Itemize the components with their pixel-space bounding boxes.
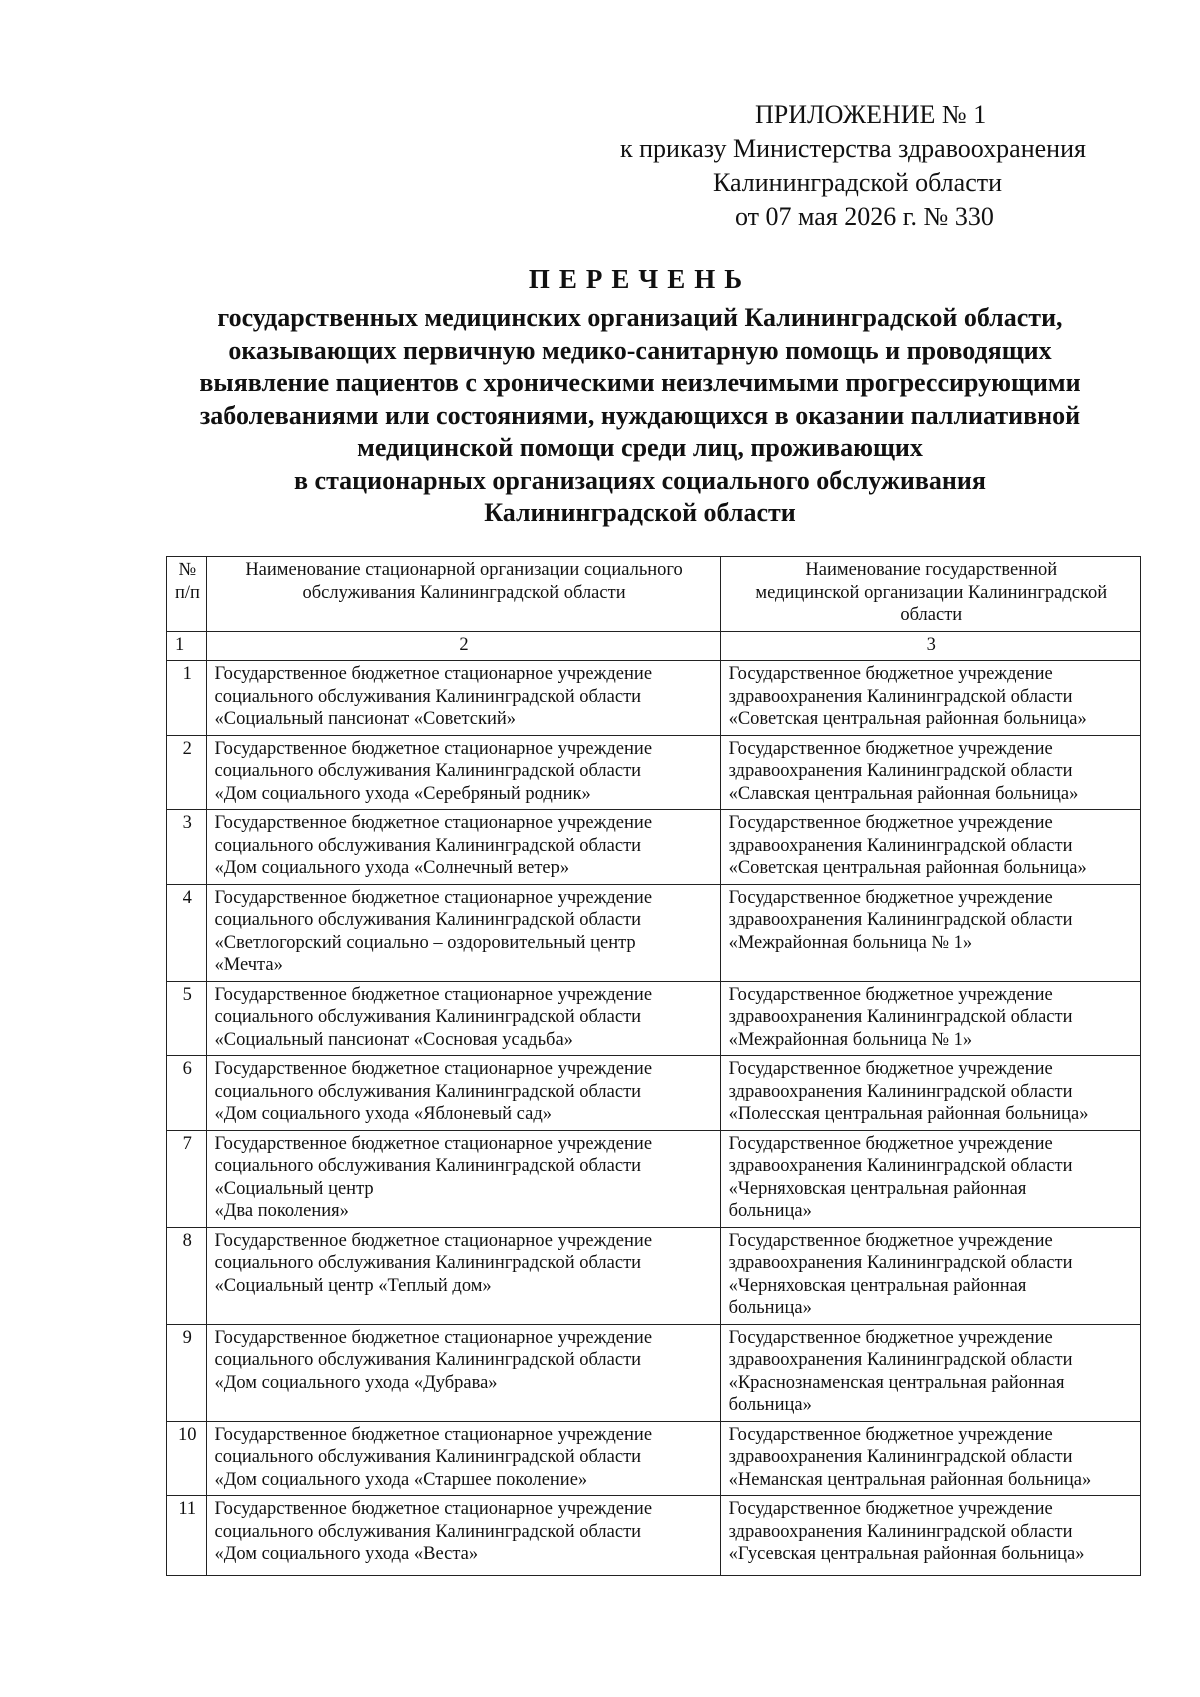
social-organization-cell	[206, 1421, 720, 1496]
appendix-title: ПРИЛОЖЕНИЕ № 1	[755, 100, 987, 129]
social-organization-cell	[206, 810, 720, 885]
medical-organization-line: здравоохранения Калининградской области	[728, 1081, 1073, 1102]
column-index: 2	[206, 631, 720, 661]
social-organization-line: Государственное бюджетное стационарное учреждение	[214, 738, 653, 759]
row-number: 5	[167, 981, 207, 1056]
social-organization-cell	[206, 1496, 720, 1576]
table-row	[167, 735, 1141, 810]
social-organization-line: социального обслуживания Калининградской области	[214, 686, 642, 707]
medical-organization-line: Государственное бюджетное учреждение	[728, 1499, 1053, 1519]
table-row	[167, 1227, 1141, 1324]
social-organization-line: социального обслуживания Калининградской области	[214, 1521, 642, 1542]
medical-organization-line: «Неманская центральная районная больница»	[728, 1469, 1092, 1490]
social-organization-line: Государственное бюджетное стационарное учреждение	[214, 1424, 653, 1445]
heading-line: Калининградской области	[484, 498, 796, 527]
social-organization-cell	[206, 735, 720, 810]
table-row	[167, 1324, 1141, 1421]
medical-organization-line: «Краснознаменская центральная районная	[728, 1372, 1065, 1393]
social-organization-line: Государственное бюджетное стационарное учреждение	[214, 1059, 653, 1079]
medical-organization-line: «Гусевская центральная районная больница»	[728, 1544, 1085, 1564]
medical-organization-line: здравоохранения Калининградской области	[728, 1156, 1073, 1176]
social-organization-line: Государственное бюджетное стационарное учреждение	[214, 1133, 653, 1154]
social-organization-line: социального обслуживания Калининградской области	[214, 1081, 642, 1102]
table-header-row	[167, 557, 1141, 632]
social-organization-line: Государственное бюджетное стационарное учреждение	[214, 1499, 653, 1519]
table-row	[167, 1056, 1141, 1131]
social-organization-line: Государственное бюджетное стационарное учреждение	[214, 664, 653, 684]
social-organization-cell	[206, 1056, 720, 1131]
heading-line: медицинской помощи среди лиц, проживающих	[357, 433, 923, 462]
social-organization-cell	[206, 1324, 720, 1421]
medical-organization-line: больница»	[728, 1395, 812, 1415]
header-social-organization	[206, 557, 720, 632]
document-heading	[150, 262, 1130, 530]
medical-organization-line: «Черняховская центральная районная	[728, 1275, 1027, 1296]
medical-organization-line: «Межрайонная больница № 1»	[728, 1029, 973, 1050]
medical-organization-line: Государственное бюджетное учреждение	[728, 813, 1053, 833]
social-organization-line: социального обслуживания Калининградской области	[214, 910, 642, 930]
social-organization-line: «Дом социального ухода «Старшее поколение»	[214, 1469, 588, 1490]
table-row	[167, 981, 1141, 1056]
header-social-organization-line: обслуживания Калининградской области	[302, 582, 626, 603]
social-organization-line: социального обслуживания Калининградской области	[214, 1007, 642, 1027]
table-row	[167, 1496, 1141, 1576]
row-number: 2	[167, 735, 207, 810]
medical-organization-line: «Межрайонная больница № 1»	[728, 932, 973, 953]
medical-organization-line: здравоохранения Калининградской области	[728, 1253, 1073, 1273]
row-number: 1	[167, 661, 207, 736]
social-organization-cell	[206, 1130, 720, 1227]
medical-organization-line: «Черняховская центральная районная	[728, 1178, 1027, 1199]
medical-organization-line: Государственное бюджетное учреждение	[728, 984, 1053, 1005]
social-organization-cell	[206, 884, 720, 981]
social-organization-line: социального обслуживания Калининградской области	[214, 1156, 642, 1176]
row-number: 3	[167, 810, 207, 885]
row-number: 8	[167, 1227, 207, 1324]
social-organization-line: «Дом социального ухода «Серебряный родник»	[214, 783, 591, 804]
social-organization-line: «Социальный центр	[214, 1178, 374, 1199]
medical-organization-line: Государственное бюджетное учреждение	[728, 664, 1053, 684]
medical-organization-cell	[720, 1421, 1140, 1496]
row-number: 6	[167, 1056, 207, 1131]
medical-organization-line: «Славская центральная районная больница»	[728, 783, 1079, 804]
header-number	[167, 557, 207, 632]
social-organization-cell	[206, 661, 720, 736]
medical-organization-line: здравоохранения Калининградской области	[728, 761, 1073, 781]
row-number: 4	[167, 884, 207, 981]
social-organization-line: социального обслуживания Калининградской области	[214, 1350, 642, 1370]
social-organization-line: Государственное бюджетное стационарное учреждение	[214, 1230, 653, 1251]
medical-organization-cell	[720, 1056, 1140, 1131]
header-medical-organization-line: Наименование государственной	[805, 560, 1058, 580]
appendix-block	[620, 98, 1160, 234]
medical-organization-line: «Советская центральная районная больница»	[728, 858, 1087, 878]
heading-line: оказывающих первичную медико-санитарную помощь и проводящих	[228, 335, 1052, 365]
table-row	[167, 1130, 1141, 1227]
medical-organization-cell	[720, 981, 1140, 1056]
medical-organization-line: Государственное бюджетное учреждение	[728, 738, 1053, 759]
social-organization-line: «Светлогорский социально – оздоровительный центр	[214, 932, 636, 953]
table-row	[167, 1421, 1141, 1496]
medical-organization-cell	[720, 735, 1140, 810]
column-index-row	[167, 631, 1141, 661]
medical-organization-line: Государственное бюджетное учреждение	[728, 1133, 1053, 1154]
heading-line: заболеваниями или состояниями, нуждающихся в оказании паллиативной	[199, 400, 1081, 430]
medical-organization-line: Государственное бюджетное учреждение	[728, 1424, 1053, 1445]
column-index: 1	[167, 631, 207, 661]
header-medical-organization	[720, 557, 1140, 632]
medical-organization-line: «Полесская центральная районная больница»	[728, 1104, 1089, 1124]
table-row	[167, 884, 1141, 981]
social-organization-line: Государственное бюджетное стационарное учреждение	[214, 984, 653, 1005]
organizations-table	[166, 556, 1141, 1576]
medical-organization-cell	[720, 1130, 1140, 1227]
medical-organization-line: здравоохранения Калининградской области	[728, 1350, 1073, 1370]
heading-line: выявление пациентов с хроническими неизлечимыми прогрессирующими	[199, 368, 1081, 397]
medical-organization-cell	[720, 884, 1140, 981]
social-organization-cell	[206, 981, 720, 1056]
social-organization-line: социального обслуживания Калининградской области	[214, 1253, 642, 1273]
medical-organization-line: Государственное бюджетное учреждение	[728, 1059, 1053, 1079]
medical-organization-line: здравоохранения Калининградской области	[728, 1447, 1073, 1467]
social-organization-line: Государственное бюджетное стационарное учреждение	[214, 887, 653, 908]
medical-organization-cell	[720, 661, 1140, 736]
table-row	[167, 810, 1141, 885]
medical-organization-line: Государственное бюджетное учреждение	[728, 887, 1053, 908]
medical-organization-cell	[720, 1324, 1140, 1421]
table-body	[167, 661, 1141, 1576]
row-number: 10	[167, 1421, 207, 1496]
medical-organization-line: здравоохранения Калининградской области	[728, 910, 1073, 930]
medical-organization-line: здравоохранения Калининградской области	[728, 835, 1073, 856]
social-organization-line: «Дом социального ухода «Дубрава»	[214, 1372, 498, 1393]
header-number-line: п/п	[175, 582, 200, 603]
social-organization-line: Государственное бюджетное стационарное учреждение	[214, 813, 653, 833]
heading-line: государственных медицинских организаций Калининградской области,	[217, 303, 1063, 332]
medical-organization-line: больница»	[728, 1298, 812, 1318]
heading-line: в стационарных организациях социального обслуживания	[294, 465, 986, 495]
medical-organization-line: Государственное бюджетное учреждение	[728, 1327, 1053, 1348]
medical-organization-line: больница»	[728, 1201, 812, 1221]
appendix-date-line: от 07 мая 2026 г. № 330	[735, 202, 994, 231]
social-organization-line: «Дом социального ухода «Солнечный ветер»	[214, 858, 570, 878]
heading-word: ПЕРЕЧЕНЬ	[528, 264, 752, 294]
medical-organization-line: «Советская центральная районная больница»	[728, 709, 1087, 729]
header-medical-organization-line: медицинской организации Калининградской	[755, 582, 1108, 603]
row-number: 7	[167, 1130, 207, 1227]
social-organization-line: Государственное бюджетное стационарное учреждение	[214, 1327, 653, 1348]
social-organization-line: «Мечта»	[214, 955, 283, 975]
medical-organization-line: Государственное бюджетное учреждение	[728, 1230, 1053, 1251]
social-organization-line: «Социальный центр «Теплый дом»	[214, 1275, 492, 1296]
medical-organization-cell	[720, 810, 1140, 885]
social-organization-line: «Социальный пансионат «Советский»	[214, 709, 517, 729]
social-organization-cell	[206, 1227, 720, 1324]
header-social-organization-line: Наименование стационарной организации социального	[245, 560, 683, 580]
social-organization-line: «Социальный пансионат «Сосновая усадьба»	[214, 1029, 573, 1050]
medical-organization-cell	[720, 1227, 1140, 1324]
social-organization-line: социального обслуживания Калининградской области	[214, 835, 642, 856]
medical-organization-cell	[720, 1496, 1140, 1576]
social-organization-line: «Дом социального ухода «Веста»	[214, 1544, 479, 1564]
table-row	[167, 661, 1141, 736]
social-organization-line: социального обслуживания Калининградской области	[214, 761, 642, 781]
appendix-region-line: Калининградской области	[713, 168, 1003, 197]
medical-organization-line: здравоохранения Калининградской области	[728, 686, 1073, 707]
column-index: 3	[720, 631, 1140, 661]
header-number-line: №	[178, 560, 197, 580]
social-organization-line: социального обслуживания Калининградской области	[214, 1447, 642, 1467]
appendix-order-line: к приказу Министерства здравоохранения	[620, 134, 1086, 163]
social-organization-line: «Два поколения»	[214, 1201, 349, 1221]
medical-organization-line: здравоохранения Калининградской области	[728, 1521, 1073, 1542]
social-organization-line: «Дом социального ухода «Яблоневый сад»	[214, 1104, 552, 1124]
row-number: 11	[167, 1496, 207, 1576]
header-medical-organization-line: области	[900, 605, 963, 625]
row-number: 9	[167, 1324, 207, 1421]
medical-organization-line: здравоохранения Калининградской области	[728, 1007, 1073, 1027]
